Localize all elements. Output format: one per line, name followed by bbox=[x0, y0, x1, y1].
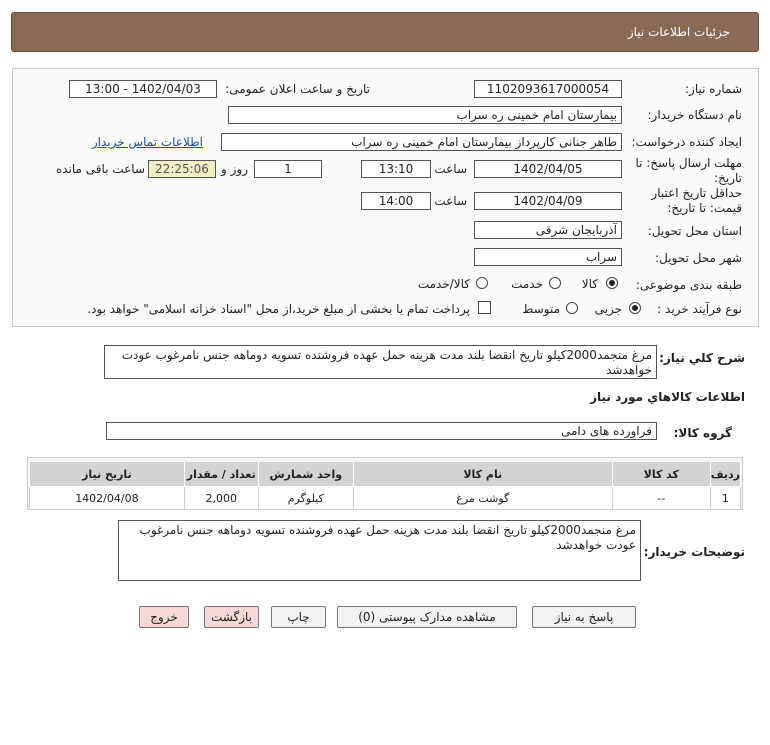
category-radio-service[interactable] bbox=[549, 277, 561, 289]
need-number-field: 1102093617000054 bbox=[474, 80, 622, 98]
col-name: نام کالا bbox=[353, 462, 612, 487]
requester-label: ایجاد کننده درخواست: bbox=[631, 135, 742, 149]
col-date: تاریخ نیاز bbox=[30, 462, 185, 487]
remaining-label: ساعت باقی مانده bbox=[55, 162, 145, 176]
back-button[interactable]: بازگشت bbox=[204, 606, 259, 628]
treasury-checkbox[interactable] bbox=[478, 301, 491, 314]
price-time-label: ساعت bbox=[434, 194, 467, 208]
announce-label: تاریخ و ساعت اعلان عمومی: bbox=[225, 82, 370, 96]
requester-field: طاهر جنانی کارپرداز بیمارستان امام خمینی ره سراب bbox=[221, 133, 622, 151]
price-validity-date: 1402/04/09 bbox=[474, 192, 622, 210]
attachments-button[interactable]: مشاهده مدارک پیوستی (0) bbox=[337, 606, 517, 628]
category-radio-goods-service[interactable] bbox=[476, 277, 488, 289]
col-row: ردیف bbox=[710, 462, 740, 487]
cell-quantity: 2,000 bbox=[184, 487, 258, 510]
goods-group-field: فراورده های دامی bbox=[106, 422, 657, 440]
col-code: کد کالا bbox=[612, 462, 710, 487]
table-row bbox=[30, 487, 741, 510]
cell-date: 1402/04/08 bbox=[30, 487, 185, 510]
category-option-goods: کالا bbox=[581, 277, 598, 291]
buyer-notes-label: توضیحات خریدار: bbox=[643, 545, 745, 559]
city-field: سراب bbox=[474, 248, 622, 266]
category-option-goods-service: کالا/خدمت bbox=[417, 277, 470, 291]
buyer-org-field: بیمارستان امام خمینی ره سراب bbox=[228, 106, 622, 124]
need-number-label: شماره نیاز: bbox=[685, 82, 742, 96]
treasury-note: پرداخت تمام یا بخشی از مبلغ خرید،از محل "اسناد خزانه اسلامی" خواهد بود. bbox=[87, 302, 470, 316]
print-button[interactable]: چاپ bbox=[271, 606, 326, 628]
page-header bbox=[11, 12, 759, 52]
purchase-type-label: نوع فرآیند خرید : bbox=[657, 302, 742, 316]
cell-unit: کیلوگرم bbox=[258, 487, 353, 510]
cell-row: 1 bbox=[710, 487, 740, 510]
price-validity-label: حداقل تاریخ اعتبار bbox=[651, 186, 742, 200]
reply-time-label: ساعت bbox=[434, 162, 467, 176]
price-validity-time: 14:00 bbox=[361, 192, 431, 210]
goods-info-title: اطلاعات کالاهاي مورد نياز bbox=[590, 390, 745, 404]
general-description-box: مرغ منجمد2000کیلو تاریخ انقضا بلند مدت هزینه حمل عهده فروشنده تسویه دوماهه جنس نامرغوب عودت خواهدشد bbox=[104, 345, 657, 379]
purchase-radio-medium[interactable] bbox=[566, 302, 578, 314]
exit-button[interactable]: خروج bbox=[139, 606, 189, 628]
cell-code: -- bbox=[612, 487, 710, 510]
remaining-timer: 22:25:06 bbox=[148, 160, 216, 178]
buyer-org-label: نام دستگاه خریدار: bbox=[647, 108, 742, 122]
items-table bbox=[29, 461, 741, 510]
col-quantity: تعداد / مقدار bbox=[184, 462, 258, 487]
category-radio-goods[interactable] bbox=[606, 277, 618, 289]
days-remaining-field: 1 bbox=[254, 160, 322, 178]
purchase-option-medium: متوسط bbox=[522, 302, 560, 316]
reply-button[interactable]: پاسخ به نیاز bbox=[532, 606, 636, 628]
table-header-row bbox=[30, 462, 741, 487]
city-label: شهر محل تحویل: bbox=[655, 251, 742, 265]
announce-field: 1402/04/03 - 13:00 bbox=[69, 80, 217, 98]
price-validity-label-2: قیمت: تا تاریخ: bbox=[667, 201, 742, 215]
page-title: جزئیات اطلاعات نیاز bbox=[627, 25, 730, 39]
cell-name: گوشت مرغ bbox=[353, 487, 612, 510]
reply-deadline-time: 13:10 bbox=[361, 160, 431, 178]
buyer-contact-link[interactable]: اطلاعات تماس خریدار bbox=[91, 135, 203, 149]
purchase-option-minor: جزیی bbox=[594, 302, 622, 316]
province-label: استان محل تحویل: bbox=[647, 224, 742, 238]
reply-deadline-date: 1402/04/05 bbox=[474, 160, 622, 178]
col-unit: واحد شمارش bbox=[258, 462, 353, 487]
province-field: آذربایجان شرقی bbox=[474, 221, 622, 239]
category-option-service: خدمت bbox=[511, 277, 543, 291]
purchase-radio-minor[interactable] bbox=[629, 302, 641, 314]
category-label: طبقه بندی موضوعی: bbox=[635, 278, 742, 292]
days-label: روز و bbox=[221, 162, 248, 176]
reply-deadline-label: مهلت ارسال پاسخ: تا bbox=[635, 156, 742, 170]
goods-group-label: گروه کالا: bbox=[673, 426, 732, 440]
reply-deadline-label-2: تاریخ: bbox=[714, 171, 742, 185]
general-description-label: شرح کلي نياز: bbox=[659, 351, 745, 365]
buyer-notes-box: مرغ منجمد2000کیلو تاریخ انقضا بلند مدت هزینه حمل عهده فروشنده تسویه دوماهه جنس نامرغوب عودت خواهدشد bbox=[118, 520, 641, 581]
